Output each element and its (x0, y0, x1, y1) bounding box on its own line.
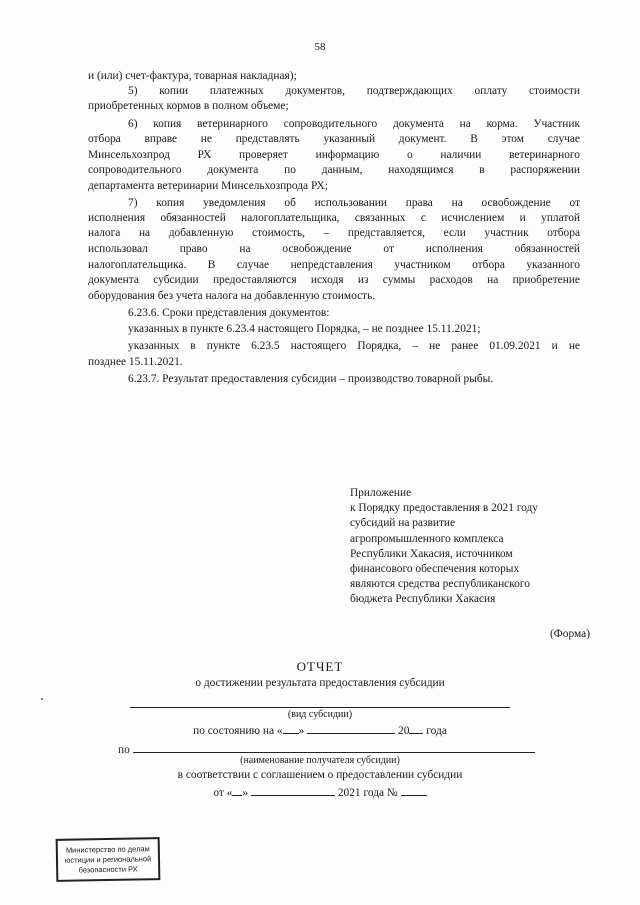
page-number: 58 (314, 41, 326, 53)
agreement-date-line (0, 784, 640, 801)
from-mid: » (242, 787, 249, 799)
agreement-number-blank[interactable] (401, 784, 427, 796)
form-label: (Форма) (550, 628, 590, 640)
body-line: 5) копии платежных документов, подтверждающих оплату стоимости (128, 85, 580, 97)
appendix-line: являются средства республиканского (350, 578, 530, 591)
appendix-line: финансового обеспечения которых (350, 563, 520, 576)
body-line: сопроводительного документа по данным, находящимся в распоряжении (88, 164, 580, 176)
body-line: документа субсидии предоставляются исходя из суммы расходов на приобретение (88, 274, 580, 286)
appendix-line: субсидий на развитие (350, 517, 456, 530)
body-line: Минсельхозпрод РХ проверяет информацию о наличии ветеринарного (88, 149, 580, 161)
stamp-line: Министерство по делам (65, 844, 150, 855)
ministry-stamp (56, 837, 161, 882)
subsidy-type-blank[interactable] (130, 696, 510, 708)
body-line: налогоплательщика. В случае непредставления участником отбора указанного (88, 259, 580, 271)
from-year: 2021 года № (337, 787, 398, 799)
as-of-suffix: года (426, 725, 447, 737)
from-prefix: от « (213, 787, 233, 799)
as-of-mid: » (298, 725, 305, 737)
appendix-line: Республики Хакасия, источником (350, 547, 513, 560)
body-line: и (или) счет-фактура, товарная накладная); (88, 70, 297, 82)
report-title: ОТЧЕТ (296, 659, 344, 674)
body-line: 6.23.6. Сроки представления документов: (128, 307, 330, 319)
recipient-prefix: по (118, 744, 130, 756)
body-line: приобретенных кормов в полном объеме; (88, 100, 289, 112)
appendix-block (350, 486, 590, 608)
as-of-month-blank[interactable] (307, 722, 395, 734)
body-line: 6.23.7. Результат предоставления субсидии – производство товарной рыбы. (128, 373, 494, 385)
body-line: указанных в пункте 6.23.4 настоящего Порядка, – не позднее 15.11.2021; (128, 323, 481, 335)
body-line: 7) копия уведомления об использовании права на освобождение от (128, 197, 580, 209)
from-month-blank[interactable] (251, 784, 335, 796)
scan-speck (41, 698, 43, 700)
as-of-date-line (0, 722, 640, 739)
as-of-day-blank[interactable] (283, 722, 299, 734)
recipient-blank[interactable] (133, 741, 535, 753)
as-of-year-blank[interactable] (409, 722, 423, 734)
from-day-blank[interactable] (232, 784, 242, 796)
appendix-line: Приложение (350, 487, 412, 499)
body-line: указанных в пункте 6.23.5 настоящего Порядка, – не ранее 01.09.2021 и не (128, 340, 580, 352)
stamp-line: юстиции и региональной (64, 854, 152, 865)
body-line: 6) копия ветеринарного сопроводительного документа на корма. Участник (128, 118, 580, 130)
body-line: позднее 15.11.2021. (88, 356, 183, 368)
body-line: департамента ветеринарии Минсельхозпрода РХ; (88, 180, 328, 192)
body-line: исполнения обязанностей налогоплательщика, связанных с исчислением и уплатой (88, 212, 580, 224)
as-of-year-prefix: 20 (398, 725, 410, 737)
as-of-prefix: по состоянию на « (193, 725, 283, 737)
stamp-line: безопасности РХ (78, 864, 138, 875)
appendix-line: агропромышленного комплекса (350, 532, 504, 545)
body-line: отбора вправе не представлять указанный документ. В этом случае (88, 133, 580, 145)
body-line: налога на добавленную стоимость, – представляется, если участник отбора (88, 227, 580, 239)
report-subtitle: о достижении результата предоставления субсидии (195, 677, 445, 689)
appendix-line: к Порядку предоставления в 2021 году (350, 502, 538, 515)
subsidy-type-caption: (вид субсидии) (287, 709, 353, 720)
appendix-line: бюджета Республики Хакасия (350, 593, 496, 606)
body-line: использовал право на освобождение от исполнения обязанностей (88, 243, 580, 255)
body-line: оборудования без учета налога на добавленную стоимость. (88, 290, 376, 302)
recipient-caption: (наименование получателя субсидии) (240, 755, 400, 766)
agreement-line: в соответствии с соглашением о предоставлении субсидии (177, 769, 463, 781)
